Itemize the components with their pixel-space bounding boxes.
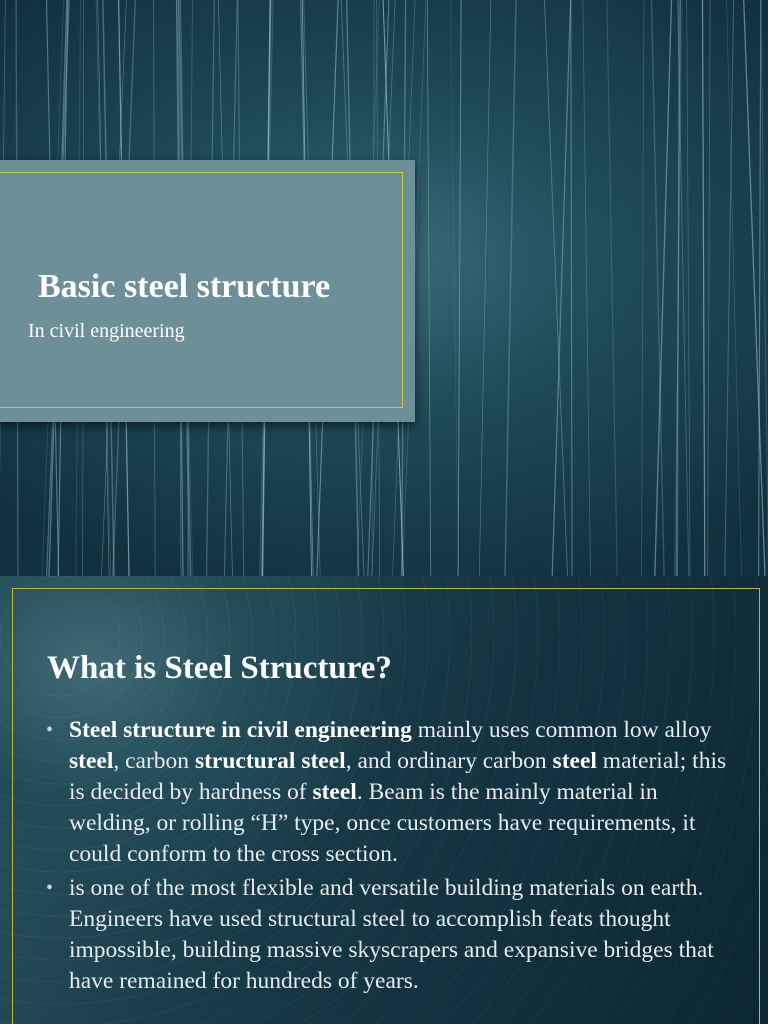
body-text: mainly uses common low alloy <box>411 717 712 743</box>
decorative-line <box>703 0 705 576</box>
bullet-list <box>46 715 736 1000</box>
bold-text: steel <box>552 748 597 774</box>
body-text: , and ordinary carbon <box>345 748 553 774</box>
decorative-line <box>427 0 430 576</box>
decorative-line <box>545 0 568 576</box>
body-text: , carbon <box>113 748 195 774</box>
decorative-line <box>571 0 572 576</box>
decorative-line <box>708 0 711 576</box>
bold-text: Steel structure in civil engineering <box>69 717 412 743</box>
content-slide-title: What is Steel Structure? <box>47 650 392 686</box>
slide-title: Basic steel structure <box>38 268 331 305</box>
body-text: . Beam is the mainly material in welding, or rolling “H” type, once customers have requirements, it could conform to the cross section. <box>69 779 696 867</box>
bullet-dot-icon: • <box>46 877 54 899</box>
bullet-dot-icon: • <box>46 719 54 741</box>
decorative-line <box>458 0 461 576</box>
bold-text: steel <box>312 779 357 805</box>
bold-text: steel <box>69 748 114 774</box>
decorative-line <box>505 0 516 576</box>
decorative-line <box>583 0 591 576</box>
decorative-line <box>552 0 570 576</box>
bullet-item <box>46 873 736 997</box>
bullet-item <box>46 715 736 870</box>
decorative-line <box>479 0 491 576</box>
body-text: material; this is decided by hardness of <box>69 748 727 805</box>
decorative-line <box>450 0 458 576</box>
decorative-line <box>725 0 734 576</box>
slide-subtitle: In civil engineering <box>28 320 185 342</box>
content-slide <box>0 576 768 1024</box>
decorative-line <box>759 0 761 576</box>
body-text: is one of the most flexible and versatile building materials on earth. Engineers have used structural steel to accomplish feats thought impossible, building massive skyscrapers and expansive bridges that have remained for hundreds of years. <box>69 875 714 994</box>
decorative-line <box>607 0 617 576</box>
decorative-line <box>642 0 644 576</box>
bold-text: structural steel <box>194 748 346 774</box>
